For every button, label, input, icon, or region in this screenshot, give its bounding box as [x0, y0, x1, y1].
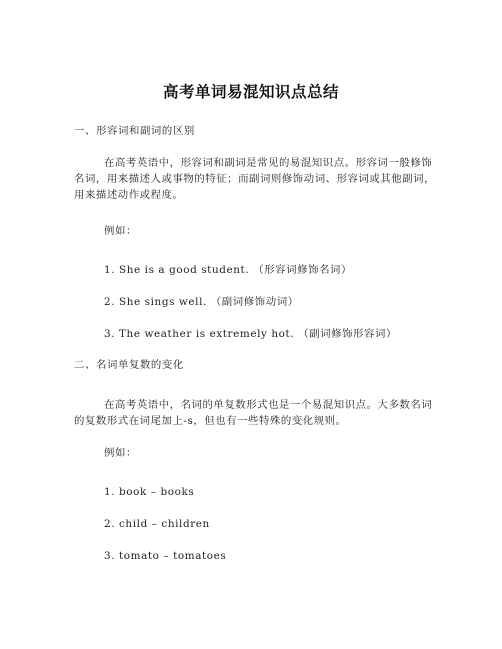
example-item: 1. book – books: [104, 486, 195, 498]
example-item: 3. The weather is extremely hot. （副词修饰形容词）: [104, 328, 398, 340]
section-paragraph-noun-plural: 在高考英语中，名词的单复数形式也是一个易混知识点。大多数名词的复数形式在词尾加上-s，但也有一些特殊的变化规则。: [74, 399, 433, 427]
example-item: 2. child – children: [104, 518, 210, 530]
example-label: 例如：: [104, 447, 137, 459]
example-item: 2. She sings well. （副词修饰动词）: [104, 296, 299, 308]
example-item: 1. She is a good student. （形容词修饰名词）: [104, 264, 353, 276]
section-paragraph-adj-adv: 在高考英语中，形容词和副词是常见的易混知识点。形容词一般修饰名词，用来描述人或事物的特征；而副词则修饰动词、形容词或其他副词，用来描述动作或程度。: [74, 157, 436, 201]
document-title: 高考单词易混知识点总结: [162, 83, 339, 101]
example-label: 例如：: [104, 225, 137, 237]
section-heading-noun-plural: 二、名词单复数的变化: [74, 359, 184, 371]
example-item: 3. tomato – tomatoes: [104, 550, 227, 562]
section-heading-adj-adv: 一、形容词和副词的区别: [74, 125, 195, 137]
